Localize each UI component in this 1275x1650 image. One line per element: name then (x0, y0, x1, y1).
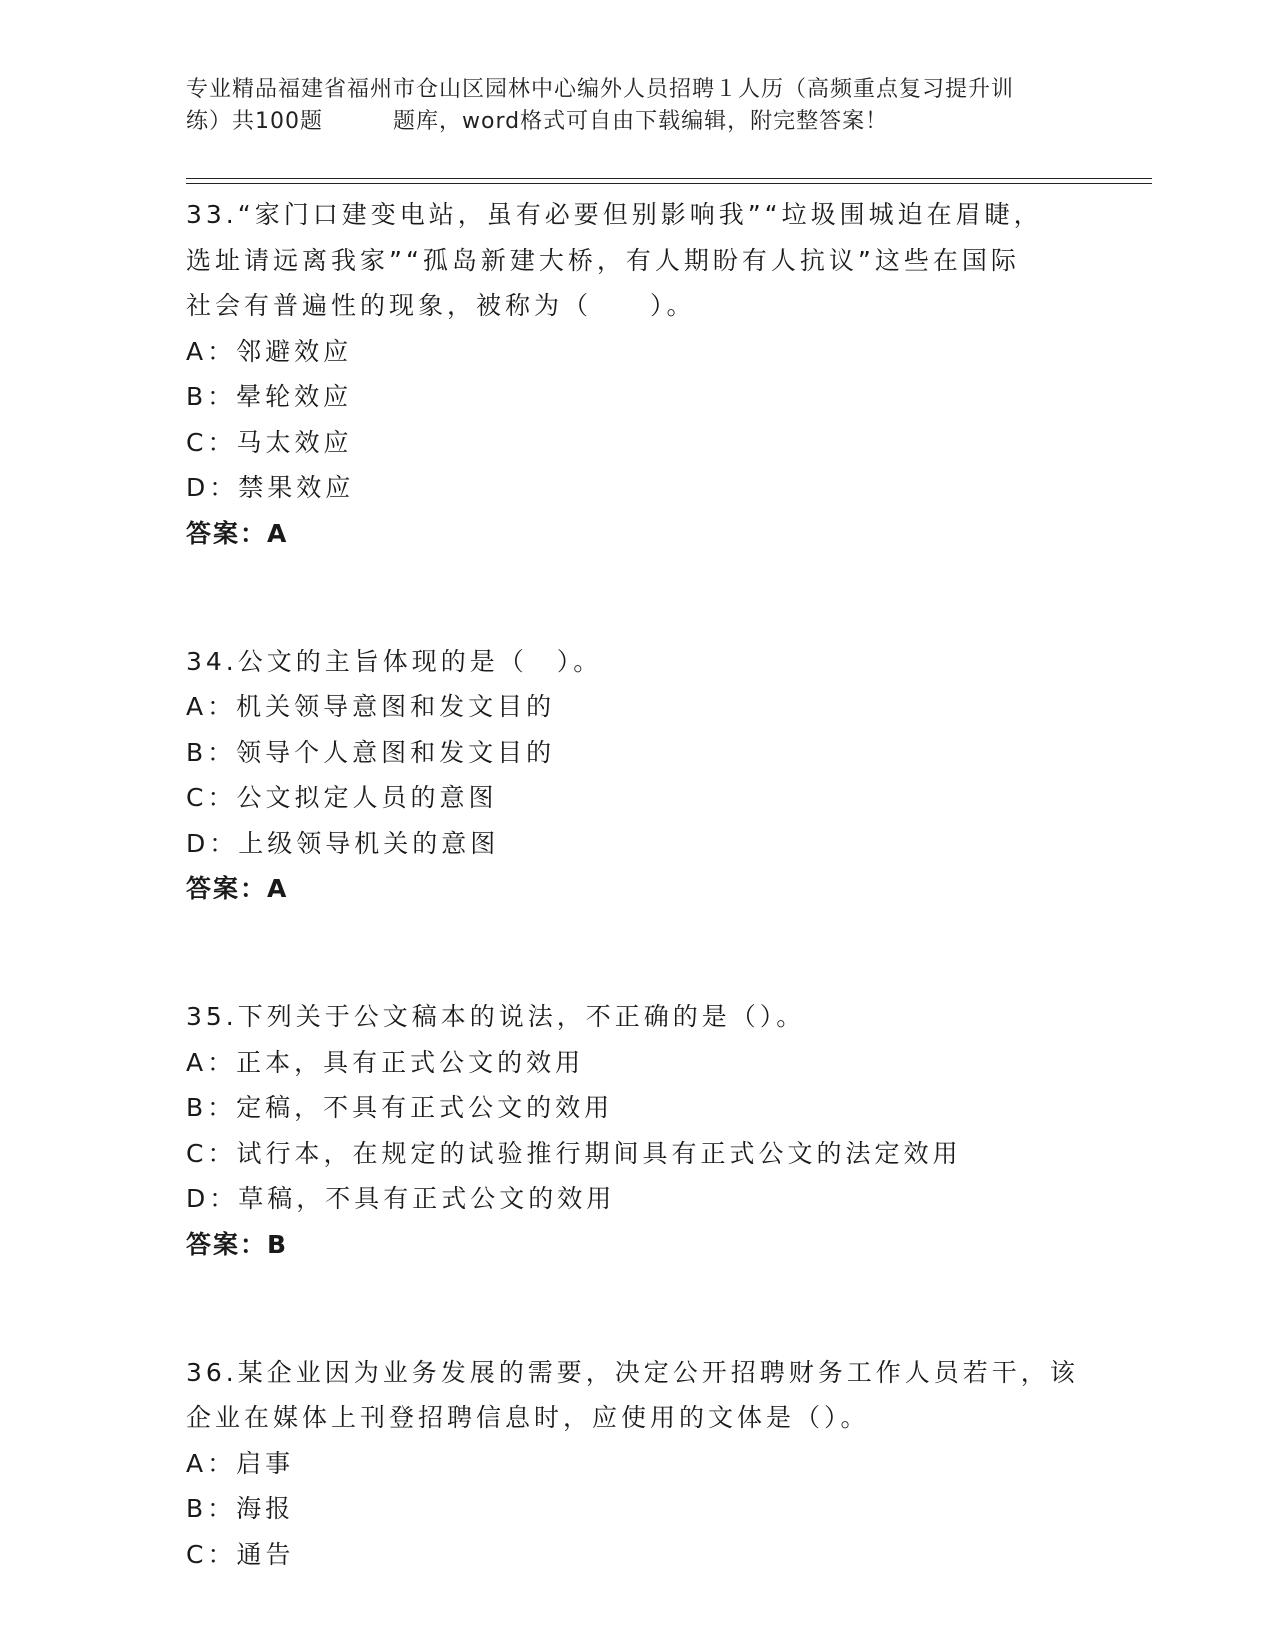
header-line-2a: 练）共100题 (186, 109, 323, 134)
answer: 答案：A (186, 874, 289, 903)
question-text-line: 36.某企业因为业务发展的需要，决定公开招聘财务工作人员若干，该 (186, 1357, 1079, 1387)
question-text-line: 35.下列关于公文稿本的说法，不正确的是（）。 (186, 1002, 806, 1031)
header-divider-top (186, 178, 1152, 179)
header-line-1: 专业精品福建省福州市仓山区园林中心编外人员招聘１人历（高频重点复习提升训 (186, 77, 1015, 102)
question-35 (186, 994, 1136, 1268)
option-c: C：公文拟定人员的意图 (186, 783, 498, 812)
header-divider-bottom (186, 183, 1152, 184)
question-33 (186, 192, 1136, 557)
header-line-2 (186, 106, 1086, 138)
option-b: B：海报 (186, 1494, 295, 1523)
document-header (186, 74, 1086, 138)
option-a: A：机关领导意图和发文目的 (186, 692, 556, 721)
question-text-line: 选址请远离我家”“孤岛新建大桥，有人期盼有人抗议”这些在国际 (186, 245, 1020, 275)
question-34 (186, 639, 1136, 913)
option-d: D：上级领导机关的意图 (186, 828, 500, 858)
option-b: B：晕轮效应 (186, 382, 353, 411)
option-a: A：邻避效应 (186, 336, 353, 366)
question-list (186, 192, 1136, 1577)
question-text-line: 企业在媒体上刊登招聘信息时，应使用的文体是（）。 (186, 1403, 870, 1432)
question-text-line: 33.“家门口建变电站，虽有必要但别影响我”“垃圾围城迫在眉睫， (186, 200, 1043, 229)
answer: 答案：A (186, 518, 289, 548)
option-c: C：马太效应 (186, 427, 353, 457)
option-d: D：禁果效应 (186, 473, 355, 502)
option-d: D：草稿，不具有正式公文的效用 (186, 1184, 616, 1213)
option-c: C：通告 (186, 1539, 295, 1569)
header-line-2b: 题库，word格式可自由下载编辑，附完整答案！ (393, 109, 889, 134)
question-text-line: 34.公文的主旨体现的是（ ）。 (186, 646, 603, 676)
option-c: C：试行本，在规定的试验推行期间具有正式公文的法定效用 (186, 1138, 962, 1168)
option-b: B：定稿，不具有正式公文的效用 (186, 1093, 614, 1122)
option-a: A：正本，具有正式公文的效用 (186, 1047, 585, 1077)
answer: 答案：B (186, 1229, 289, 1259)
question-36 (186, 1350, 1136, 1578)
question-text-line: 社会有普遍性的现象，被称为（ ）。 (186, 291, 696, 320)
option-a: A：启事 (186, 1448, 295, 1478)
option-b: B：领导个人意图和发文目的 (186, 737, 556, 767)
